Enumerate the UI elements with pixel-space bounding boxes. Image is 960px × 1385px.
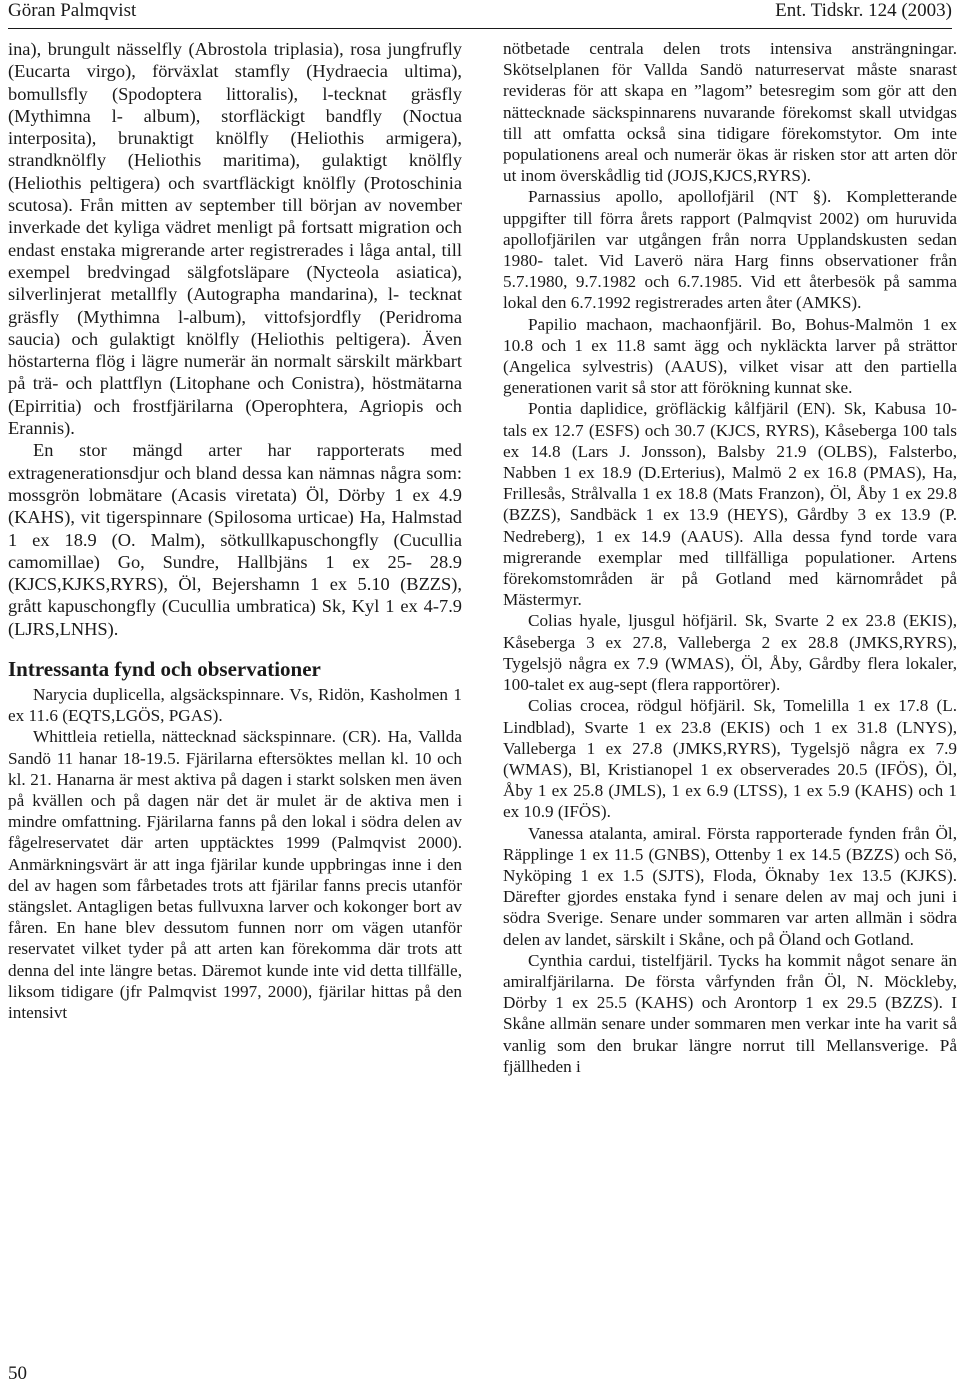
left-paragraph-2: En stor mängd arter har rapporterats med extragenerationsdjur och bland dessa kan nämnas några som: mossgrön lobmätare (Acasis viretata) Öl, Dörby 1 ex 4.9 (KAHS), vit tigerspinnare (Spilosoma urticae) Ha, Halmstad 1 ex 18.9 (O. Malm), sötkullkapuschongfly (Cucullia camomillae) Go, Sundre, Hallbjäns 1 ex 25- 28.9 (KJCS,KJKS,RYRS), Öl, Bejershamn 1 ex 5.10 (BZZS), grått kapuschongfly (Cucullia umbratica) Sk, Kyl 1 ex 4-7.9 (LJRS,LNHS). <box>8 440 462 639</box>
left-column <box>8 38 462 1023</box>
running-header-journal: Ent. Tidskr. 124 (2003) <box>775 0 952 21</box>
right-paragraph-5: Colias hyale, ljusgul höfjäril. Sk, Svarte 2 ex 23.8 (EKIS), Kåseberga 3 ex 27.8, Valleberga 2 ex 28.8 (JMKS,RYRS), Tygelsjö några ex 7.9 (WMAS), Öl, Åby, Gårdby flera lokaler, 100-talet ex aug-sept (flera rapportörer). <box>503 611 957 695</box>
right-paragraph-6: Colias crocea, rödgul höfjäril. Sk, Tomelilla 1 ex 17.8 (L. Lindblad), Svarte 1 ex 23.8 (EKIS) och 1 ex 31.8 (LNYS), Valleberga 1 ex 27.8 (JMKS,RYRS), Tygelsjö några ex 7.9 (WMAS), Bl, Kristianopel 1 ex observerades 20.5 (IFÖS), Öl, Åby 1 ex 25.8 (JMLS), 1 ex 6.9 (LTSS), 1 ex 5.9 (KAHS) och 1 ex 10.9 (IFÖS). <box>503 696 957 822</box>
right-paragraph-1: nötbetade centrala delen trots intensiva ansträngningar. Skötselplanen för Vallda Sandö naturreservat måste snarast revideras för att skapa en ”lagom” betesregim som gör att den nättecknade säckspinnarens nuvarande förekomst skall utvidgas till att omfatta också sina tidigare förekomstytor. Om inte populationens areal och numerär ökas är risken stor att arten dör ut inom överskådlig tid (JOJS,KJCS,RYRS). <box>503 39 957 186</box>
right-paragraph-3: Papilio machaon, machaonfjäril. Bo, Bohus-Malmön 1 ex 10.8 och 1 ex 11.8 samt ägg och nykläckta larver på strättor (Angelica sylvestris) (AAUS), vilket visar att den partiella generationen varit så stor att förökning kunnat ske. <box>503 314 957 398</box>
left-paragraph-3: Narycia duplicella, algsäckspinnare. Vs, Ridön, Kasholmen 1 ex 11.6 (EQTS,LGÖS, PGAS). <box>8 685 462 726</box>
right-column <box>503 38 957 1077</box>
right-paragraph-8: Cynthia cardui, tistelfjäril. Tycks ha kommit något senare än amiralfjärilarna. De första vårfynden från Öl, N. Möckleby, Dörby 1 ex 25.5 (KAHS) och Arontorp 1 ex 29.5 (BZZS). I Skåne allmän senare under sommaren men verkar inte ha varit så vanlig som den brukar längre norrut till Mellansverige. På fjällheden i <box>503 950 957 1076</box>
running-header-author: Göran Palmqvist <box>8 0 137 21</box>
left-paragraph-4: Whittleia retiella, nättecknad säckspinnare. (CR). Ha, Vallda Sandö 11 hanar 18-19.5. Fjärilarna eftersöktes mellan kl. 10 och kl. 21. Hanarna är mest aktiva på dagen i starkt solsken men även på kvällen och på dagen när det är mulet är de aktiva men i mindre omfattning. Fjärilarna fanns på den lokal i södra delen av fågelreservatet där arten upptäcktes 1999 (Palmqvist 2000). Anmärkningsvärt är att inga fjärilar kunde uppbringas inne i den del av hagen som fårbetades trots att fjärilar fanns precis utanför stängslet. Antagligen betas fullvuxna larver och kokonger bort av fåren. En hane blev dessutom funnen norr om vägen utanför reservatet vilket tyder på att arten kan förekomma där trots att denna del inte längre betas. Däremot kunde inte vid detta tillfälle, liksom tidigare (jfr Palmqvist 1997, 2000), fjärilar hittas på den intensivt <box>8 727 462 1023</box>
header-rule <box>8 28 952 29</box>
right-paragraph-4: Pontia daplidice, gröfläckig kålfjäril (EN). Sk, Kabusa 10- tals ex 12.7 (ESFS) och 30.7 (KJCS, RYRS), Kåseberga 100 tals ex 14.8 (Lars J. Jonsson), Balsby 21.9 (OLBS), Falsterbo, Nabben 1 ex 18.9 (D.Erterius), Malmö 2 ex 16.8 (PMAS), Ha, Frillesås, Strålvalla 1 ex 18.8 (Mats Franzon), Öl, Åby 1 ex 29.8 (BZZS), Sandbäck 1 ex 13.9 (HEYS), Gårdby 3 ex 13.9 (P. Nedreberg), 1 ex 14.9 (AAUS). Alla dessa fynd torde vara migrerande exemplar med tillfälliga populationer. Artens förekomstområden är på Gotland med kärnområdet på Mästermyr. <box>503 399 957 610</box>
right-paragraph-7: Vanessa atalanta, amiral. Första rapporterade fynden från Öl, Räpplinge 1 ex 11.5 (GNBS), Ottenby 1 ex 14.5 (BZZS) och Sö, Nyköping 1 ex 1.5 (SJTS), Floda, Öknaby 1ex 13.5 (KJKS). Därefter gjordes enstaka fynd i senare delen av maj och juni i södra Sverige. Senare under sommaren var arten allmän i södra delen av landet, särskilt i Skåne, och på Öland och Gotland. <box>503 823 957 949</box>
page-number: 50 <box>8 1363 27 1384</box>
section-heading: Intressanta fynd och observationer <box>8 657 321 682</box>
right-paragraph-2: Parnassius apollo, apollofjäril (NT §). Kompletterande uppgifter till förra årets rapport (Palmqvist 2002) om huruvida apollofjärilen var utgången från norra Upplandskusten sedan 1980- talet. Vid Laverö nära Harg finns observationer från 5.7.1980, 9.7.1982 och 6.7.1985. Vid ett återbesök på samma lokal den 6.7.1992 registrerades arten åter (AMKS). <box>503 187 957 313</box>
left-paragraph-1: ina), brungult nässelfly (Abrostola triplasia), rosa jungfrufly (Eucarta virgo), förväxlat stamfly (Hydraecia ultima), bomullsfly (Spodoptera littoralis), l-tecknat gräsfly (Mythimna l- album), storfläckigt bandfly (Noctua interposita), brunaktigt knölfly (Heliothis armigera), strandknölfly (Heliothis maritima), gulaktigt knölfly (Heliothis peltigera) och svartfläckigt knölfly (Protoschinia scutosa). Från mitten av september till början av november inverkade det kyliga vädret menligt på fortsatt migration och endast enstaka migrerande arter registrerades i låga antal, till exempel bredvingad sälgfotsläpare (Nycteola asiatica), silverlinjerat metallfly (Autographa mandarina), l- tecknat gräsfly (Mythimna l-album), vittofsjordfly (Peridroma saucia) och gulaktigt knölfly (Heliothis peltigera). Även höstarterna flög i lägre numerär än normalt särskilt märkbart på trä- och plattflyn (Litophane och Conistra), höstmätarna (Epirritia) och frostfjärilarna (Operophtera, Agriopis och Erannis). <box>8 39 462 439</box>
